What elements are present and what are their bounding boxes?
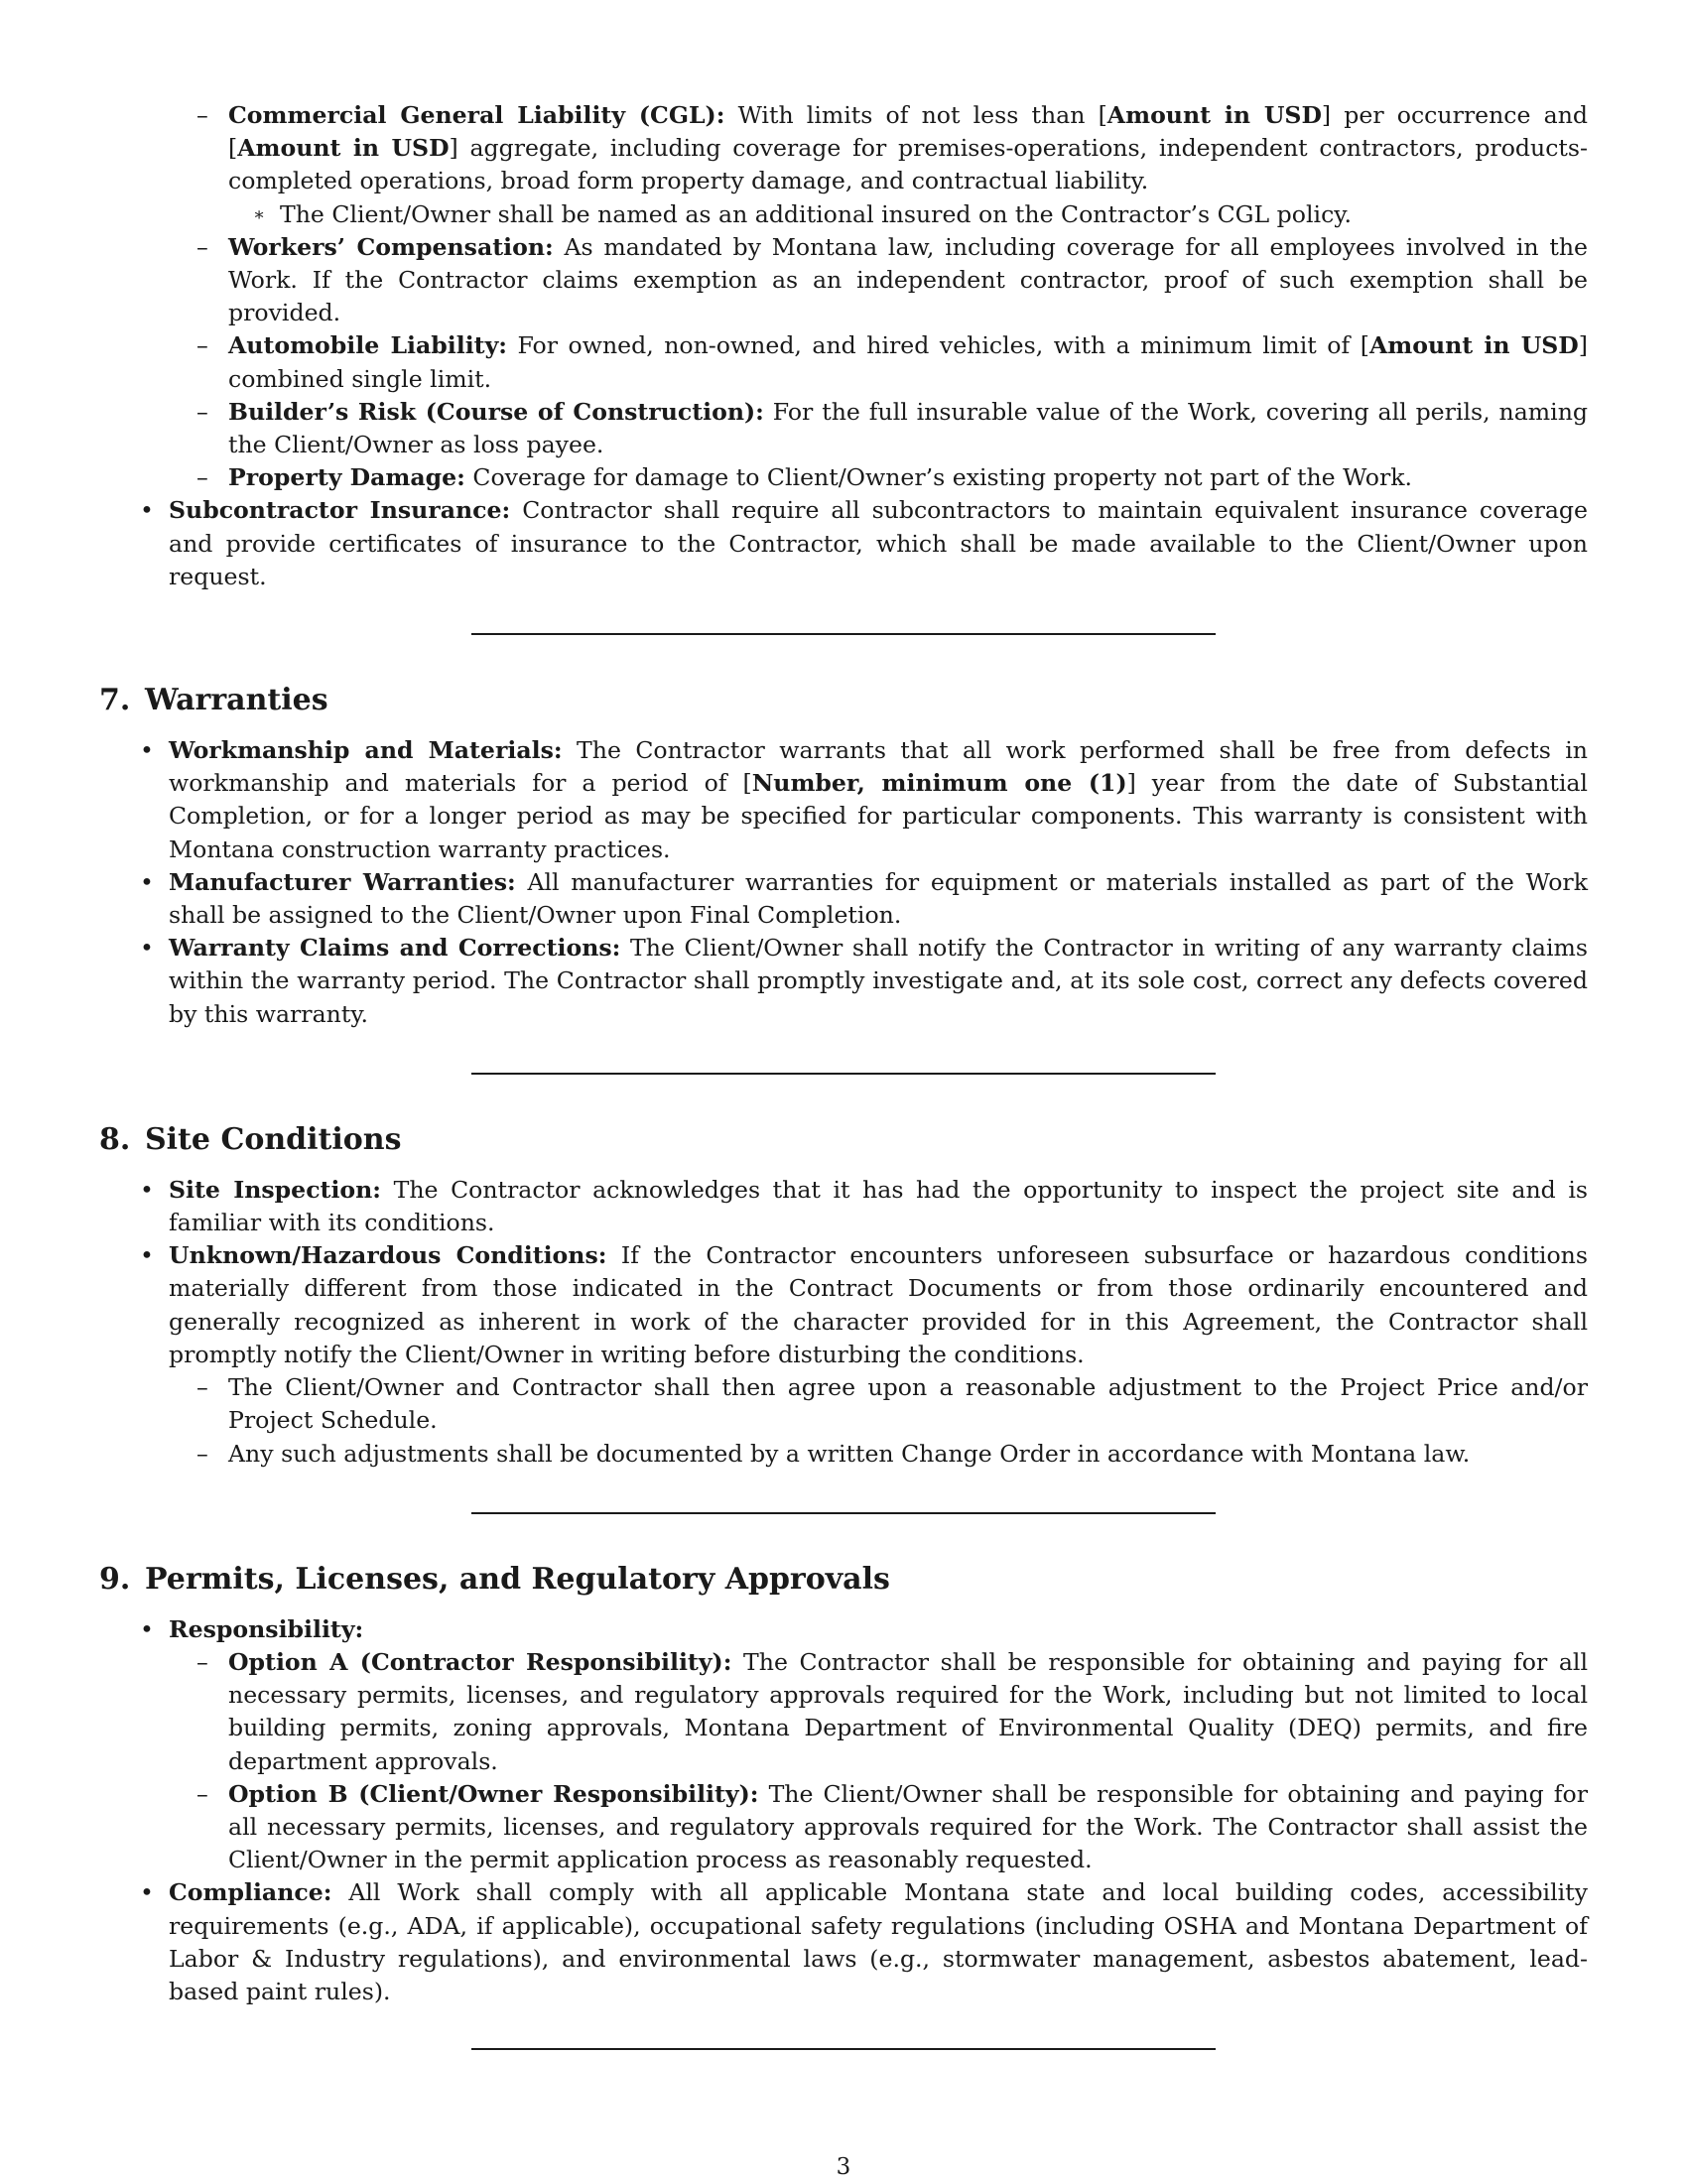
cgl-amount-aggregate: Amount in USD <box>237 134 450 163</box>
dash-marker: – <box>196 331 208 360</box>
builders-risk-title: Builder’s Risk (Course of Construction): <box>228 397 764 426</box>
bullet-marker: • <box>140 1614 154 1643</box>
option-b-title: Option B (Client/Owner Responsibility): <box>228 1779 759 1808</box>
subcontractor-insurance-title: Subcontractor Insurance: <box>169 496 511 525</box>
option-a-item <box>99 1646 1588 1778</box>
manufacturer-warranties-text: All manufacturer warranties for equipment or materials installed as part of the Work shall be assigned to the Client/Owner upon Final Completion. <box>169 867 1588 930</box>
dash-marker: – <box>196 1373 208 1402</box>
dash-marker: – <box>196 1779 208 1808</box>
option-b-text: The Client/Owner shall be responsible for obtaining and paying for all necessary permits, licenses, and regulatory approvals required for the Work. The Contractor shall assist the Client/Owner in the permit application process as reasonably requested. <box>228 1779 1588 1874</box>
section-number: 7. <box>99 683 131 718</box>
warranty-claims-title: Warranty Claims and Corrections: <box>169 934 621 963</box>
responsibility-title: Responsibility: <box>169 1614 364 1643</box>
workers-comp-title: Workers’ Compensation: <box>228 232 554 261</box>
responsibility-item <box>99 1613 1588 1646</box>
section-divider <box>471 1073 1216 1075</box>
cgl-text-1: With limits of not less than [ <box>724 101 1107 129</box>
section-heading-site-conditions <box>99 1120 1588 1160</box>
subcontractor-insurance-item <box>99 494 1588 593</box>
compliance-title: Compliance: <box>169 1878 332 1907</box>
section-heading-permits <box>99 1560 1588 1600</box>
dash-marker: – <box>196 101 208 129</box>
cgl-subitem <box>99 198 1588 231</box>
section-number: 9. <box>99 1561 131 1597</box>
change-order-subitem <box>99 1438 1588 1471</box>
auto-liability-item <box>99 329 1588 395</box>
cgl-text-3: ] aggregate, including coverage for premises-operations, independent contractors, products-completed operations, broad form property damage, and contractual liability. <box>228 134 1588 195</box>
cgl-item <box>99 99 1588 198</box>
change-order-text: Any such adjustments shall be documented by a written Change Order in accordance with Montana law. <box>228 1439 1471 1468</box>
warranty-claims-item <box>99 932 1588 1031</box>
dash-marker: – <box>196 463 208 492</box>
manufacturer-warranties-title: Manufacturer Warranties: <box>169 867 516 896</box>
property-damage-item <box>99 461 1588 494</box>
workmanship-title: Workmanship and Materials: <box>169 736 563 765</box>
section-heading-warranties <box>99 681 1588 720</box>
cgl-additional-insured: The Client/Owner shall be named as an additional insured on the Contractor’s CGL policy. <box>280 199 1352 228</box>
section-title: Warranties <box>145 683 328 718</box>
workmanship-item <box>99 734 1588 866</box>
dash-marker: – <box>196 1647 208 1676</box>
bullet-marker: • <box>140 1241 154 1270</box>
builders-risk-text: For the full insurable value of the Work, covering all perils, naming the Client/Owner as loss payee. <box>228 397 1589 459</box>
bullet-marker: • <box>140 867 154 896</box>
unknown-conditions-item <box>99 1239 1588 1371</box>
section-number: 8. <box>99 1121 131 1157</box>
site-inspection-title: Site Inspection: <box>169 1175 382 1204</box>
warranty-claims-text: The Client/Owner shall notify the Contractor in writing of any warranty claims within the warranty period. The Contractor shall promptly investigate and, at its sole cost, correct any defects covered by this warranty. <box>169 934 1588 1028</box>
bullet-marker: • <box>140 1878 154 1907</box>
bullet-marker: • <box>140 496 154 525</box>
property-damage-text: Coverage for damage to Client/Owner’s existing property not part of the Work. <box>464 463 1413 492</box>
bullet-marker: • <box>140 1175 154 1204</box>
option-a-text: The Contractor shall be responsible for obtaining and paying for all necessary permits, licenses, and regulatory approvals required for the Work, including but not limited to local building permits, zoning approvals, Montana Department of Environmental Quality (DEQ) permits, and fire department approvals. <box>228 1647 1589 1775</box>
dash-marker: – <box>196 232 208 261</box>
unknown-conditions-text: If the Contractor encounters unforeseen subsurface or hazardous conditions materially different from those indicated in the Contract Documents or from those ordinarily encountered and generally recognized as inherent in work of the character provided for in this Agreement, the Contractor shall promptly notify the Client/Owner in writing before disturbing the conditions. <box>169 1241 1588 1368</box>
auto-liability-amount: Amount in USD <box>1368 331 1579 360</box>
cgl-amount-occurrence: Amount in USD <box>1106 101 1322 129</box>
section-title: Permits, Licenses, and Regulatory Approvals <box>145 1561 890 1597</box>
site-inspection-item <box>99 1174 1588 1239</box>
workmanship-text-1: The Contractor warrants that all work performed shall be free from defects in workmanship and materials for a period of [ <box>169 736 1588 798</box>
workers-comp-text: As mandated by Montana law, including coverage for all employees involved in the Work. If the Contractor claims exemption as an independent contractor, proof of such exemption shall be provided. <box>228 232 1588 327</box>
cgl-text-2: ] per occurrence and [ <box>228 101 1588 163</box>
builders-risk-item <box>99 396 1588 461</box>
document-page <box>99 99 1588 2050</box>
adjustment-subitem <box>99 1371 1588 1437</box>
warranty-period: Number, minimum one (1) <box>751 769 1127 798</box>
auto-liability-text-2: ] combined single limit. <box>228 331 1588 393</box>
section-divider <box>471 2048 1216 2050</box>
section-title: Site Conditions <box>145 1121 402 1157</box>
manufacturer-warranties-item <box>99 866 1588 932</box>
workmanship-text-2: ] year from the date of Substantial Completion, or for a longer period as may be specified for particular components. This warranty is consistent with Montana construction warranty practices. <box>169 769 1588 863</box>
adjustment-text: The Client/Owner and Contractor shall then agree upon a reasonable adjustment to the Project Price and/or Project Schedule. <box>228 1373 1588 1435</box>
bullet-marker: • <box>140 934 154 963</box>
unknown-conditions-title: Unknown/Hazardous Conditions: <box>169 1241 607 1270</box>
option-b-item <box>99 1778 1588 1877</box>
compliance-item <box>99 1876 1588 2008</box>
star-marker: ∗ <box>253 203 266 225</box>
bullet-marker: • <box>140 736 154 765</box>
subcontractor-insurance-text: Contractor shall require all subcontractors to maintain equivalent insurance coverage and provide certificates of insurance to the Contractor, which shall be made available to the Client/Owner upon request. <box>169 496 1588 590</box>
property-damage-title: Property Damage: <box>228 463 465 492</box>
section-divider <box>471 633 1216 635</box>
auto-liability-title: Automobile Liability: <box>228 331 507 360</box>
compliance-text: All Work shall comply with all applicable Montana state and local building codes, accessibility requirements (e.g., ADA, if applicable), occupational safety regulations (including OSHA and Montana Department of Labor & Industry regulations), and environmental laws (e.g., stormwater management, asbestos abatement, lead-based paint rules). <box>169 1878 1588 2005</box>
cgl-title: Commercial General Liability (CGL): <box>228 101 725 129</box>
auto-liability-text-1: For owned, non-owned, and hired vehicles, with a minimum limit of [ <box>506 331 1369 360</box>
dash-marker: – <box>196 397 208 426</box>
site-inspection-text: The Contractor acknowledges that it has had the opportunity to inspect the project site and is familiar with its conditions. <box>169 1175 1588 1237</box>
page-number: 3 <box>836 2154 851 2180</box>
option-a-title: Option A (Contractor Responsibility): <box>228 1647 732 1676</box>
dash-marker: – <box>196 1439 208 1468</box>
section-divider <box>471 1512 1216 1514</box>
workers-comp-item <box>99 231 1588 330</box>
